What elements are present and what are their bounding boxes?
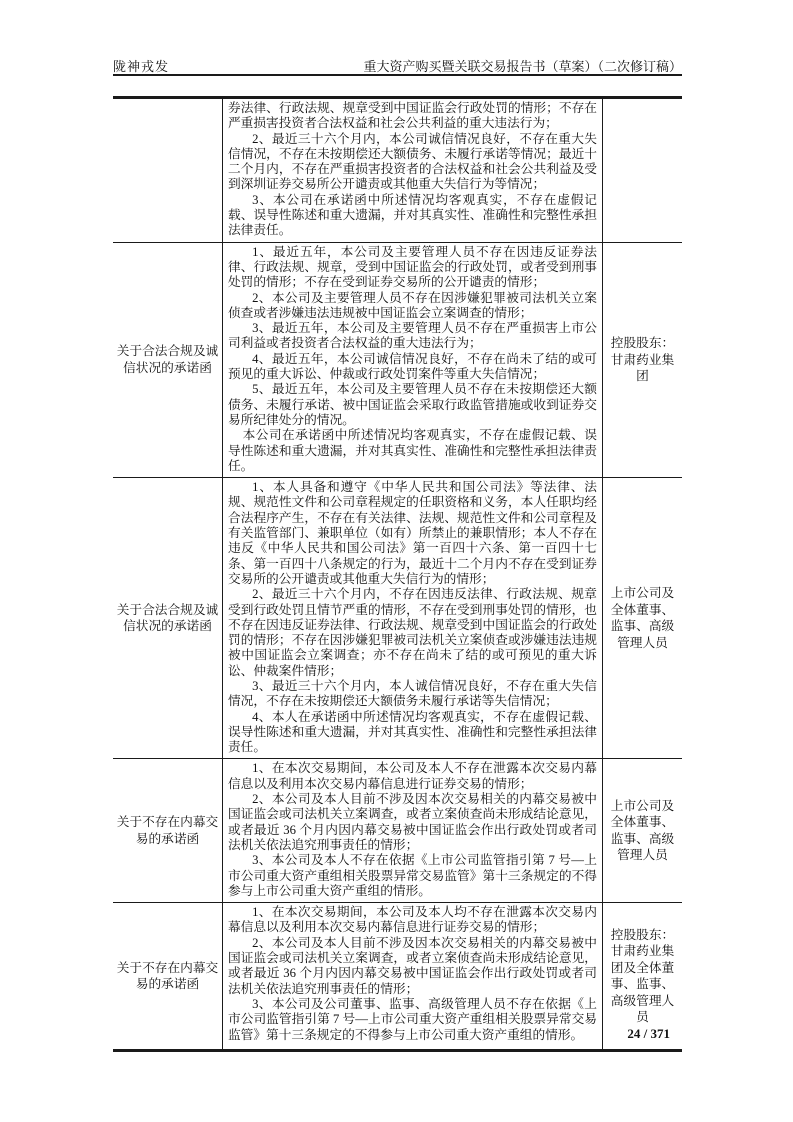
- commitment-type-label: 关于不存在内幕交易的承诺函: [116, 815, 219, 846]
- commitment-paragraph: 3、最近三十六个月内，本人诚信情况良好，不存在重大失信情况，不存在未按期偿还大额债务未履行承诺等失信情况；: [228, 678, 597, 709]
- commitment-paragraph: 1、本人具备和遵守《中华人民共和国公司法》等法律、法规、规范性文件和公司章程规定的任职资格和义务，本人任职均经合法程序产生，不存在有关法律、法规、规范性文件和公司章程及有关监管部门、兼职单位（如有）所禁止的兼职情形；本人不存在违反《中华人民共和国公司法》第一百四十六条、第一百四十七条、第一百四十八条规定的行为，最近十二个月内不存在受到证券交易所的公开谴责或其他重大失信行为的情形；: [228, 480, 597, 586]
- header-short-title: 陇神戎发: [113, 59, 170, 74]
- commitment-paragraph: 3、本公司及公司董事、监事、高级管理人员不存在依据《上市公司监管指引第 7 号—上市公司重大资产重组相关股票异常交易监管》第十三条规定的不得参与上市公司重大资产重组的情形。: [228, 996, 597, 1042]
- party-cell: [603, 243, 682, 477]
- table-row: [113, 243, 682, 478]
- commitment-paragraph: 2、最近三十六个月内，不存在因违反法律、行政法规、规章受到行政处罚且情节严重的情形，不存在受到刑事处罚的情形，也不存在因违反证券法律、行政法规、规章受到中国证监会的行政处罚的情形；不存在因涉嫌犯罪被司法机关立案侦查或涉嫌违法违规被中国证监会立案调查；亦不存在尚未了结的或可预见的重大诉讼、仲裁案件情形；: [228, 587, 597, 678]
- commitment-paragraph: 3、最近五年，本公司及主要管理人员不存在严重损害上市公司利益或者投资者合法权益的重大违法行为；: [228, 321, 597, 351]
- party-cell: [603, 478, 682, 758]
- commitment-paragraph: 5、最近五年，本公司及主要管理人员不存在未按期偿还大额债务、未履行承诺、被中国证监会采取行政监管措施或收到证券交易所纪律处分的情况。: [228, 382, 597, 427]
- commitment-text-cell: [223, 99, 603, 242]
- table-row: [113, 478, 682, 759]
- commitment-paragraph: 1、最近五年，本公司及主要管理人员不存在因违反证券法律、行政法规、规章，受到中国证监会的行政处罚，或者受到刑事处罚的情形；不存在受到证券交易所的公开谴责的情形；: [228, 244, 597, 290]
- header-rule: [113, 74, 682, 76]
- commitment-paragraph: 2、本公司及主要管理人员不存在因涉嫌犯罪被司法机关立案侦查或者涉嫌违法违规被中国证监会立案调查的情形；: [228, 290, 597, 320]
- commitment-type-cell: [113, 903, 223, 1049]
- commitment-text-cell: [223, 243, 603, 477]
- party-label: 控股股东：甘肃药业集团及全体董事、监事、高级管理人员: [610, 927, 675, 1025]
- commitment-type-label: 关于不存在内幕交易的承诺函: [116, 960, 219, 992]
- page-number: 24 / 371: [627, 1026, 670, 1041]
- commitment-text-cell: [223, 478, 603, 758]
- commitment-paragraph: 2、最近三十六个月内，本公司诚信情况良好，不存在重大失信情况，不存在未按期偿还大额债务、未履行承诺等情况；最近十二个月内，不存在严重损害投资者的合法权益和社会公共利益及受到深圳证券交易所公开谴责或其他重大失信行为等情况；: [228, 131, 597, 192]
- commitment-paragraph: 2、本公司及本人目前不涉及因本次交易相关的内幕交易被中国证监会或司法机关立案调查，或者立案侦查尚未形成结论意见，或者最近 36 个月内因内幕交易被中国证监会作出行政处罚或者司法机关依法追究刑事责任的情形；: [228, 792, 597, 852]
- table-row: [113, 759, 682, 903]
- party-label: 上市公司及全体董事、监事、高级管理人员: [610, 798, 675, 863]
- commitment-paragraph: 1、在本次交易期间，本公司及本人不存在泄露本次交易内幕信息以及利用本次交易内幕信息进行证券交易的情形；: [228, 761, 597, 791]
- table-row: [113, 903, 682, 1049]
- commitment-paragraph: 本公司在承诺函中所述情况均客观真实，不存在虚假记载、误导性陈述和重大遗漏，并对其真实性、准确性和完整性承担法律责任。: [228, 428, 597, 473]
- commitment-text-cell: [223, 759, 603, 902]
- commitment-paragraph: 4、本人在承诺函中所述情况均客观真实，不存在虚假记载、误导性陈述和重大遗漏，并对其真实性、准确性和完整性承担法律责任。: [228, 709, 597, 755]
- commitment-paragraph: 券法律、行政法规、规章受到中国证监会行政处罚的情形；不存在严重损害投资者合法权益和社会公共利益的重大违法行为；: [228, 101, 597, 131]
- party-cell: [603, 759, 682, 902]
- commitment-type-cell: [113, 99, 223, 242]
- commitment-paragraph: 1、在本次交易期间，本公司及本人均不存在泄露本次交易内幕信息以及利用本次交易内幕信息进行证券交易的情形；: [228, 905, 597, 935]
- table-row: [113, 99, 682, 243]
- party-cell: [603, 99, 682, 242]
- commitment-type-label: 关于合法合规及诚信状况的承诺函: [116, 602, 219, 634]
- commitment-type-label: 关于合法合规及诚信状况的承诺函: [116, 344, 219, 375]
- commitment-paragraph: 3、本公司及本人不存在依据《上市公司监管指引第 7 号—上市公司重大资产重组相关股票异常交易监管》第十三条规定的不得参与上市公司重大资产重组的情形。: [228, 853, 597, 898]
- commitment-type-cell: [113, 759, 223, 902]
- commitment-text-cell: [223, 903, 603, 1049]
- commitment-paragraph: 3、本公司在承诺函中所述情况均客观真实，不存在虚假记载、误导性陈述和重大遗漏，并对其真实性、准确性和完整性承担法律责任。: [228, 192, 597, 238]
- commitment-type-cell: [113, 478, 223, 758]
- commitments-table: [113, 96, 682, 1052]
- commitment-type-cell: [113, 243, 223, 477]
- party-label: 上市公司及全体董事、监事、高级管理人员: [610, 586, 675, 650]
- commitment-paragraph: 2、本公司及本人目前不涉及因本次交易相关的内幕交易被中国证监会或司法机关立案调查，或者立案侦查尚未形成结论意见，或者最近 36 个月内因内幕交易被中国证监会作出行政处罚或者司法机关依法追究刑事责任的情形；: [228, 935, 597, 996]
- party-label: 控股股东：甘肃药业集团: [610, 336, 675, 384]
- commitment-paragraph: 4、最近五年，本公司诚信情况良好，不存在尚未了结的或可预见的重大诉讼、仲裁或行政处罚案件等重大失信情况；: [228, 351, 597, 382]
- header-document-title: 重大资产购买暨关联交易报告书（草案）（二次修订稿）: [363, 59, 682, 74]
